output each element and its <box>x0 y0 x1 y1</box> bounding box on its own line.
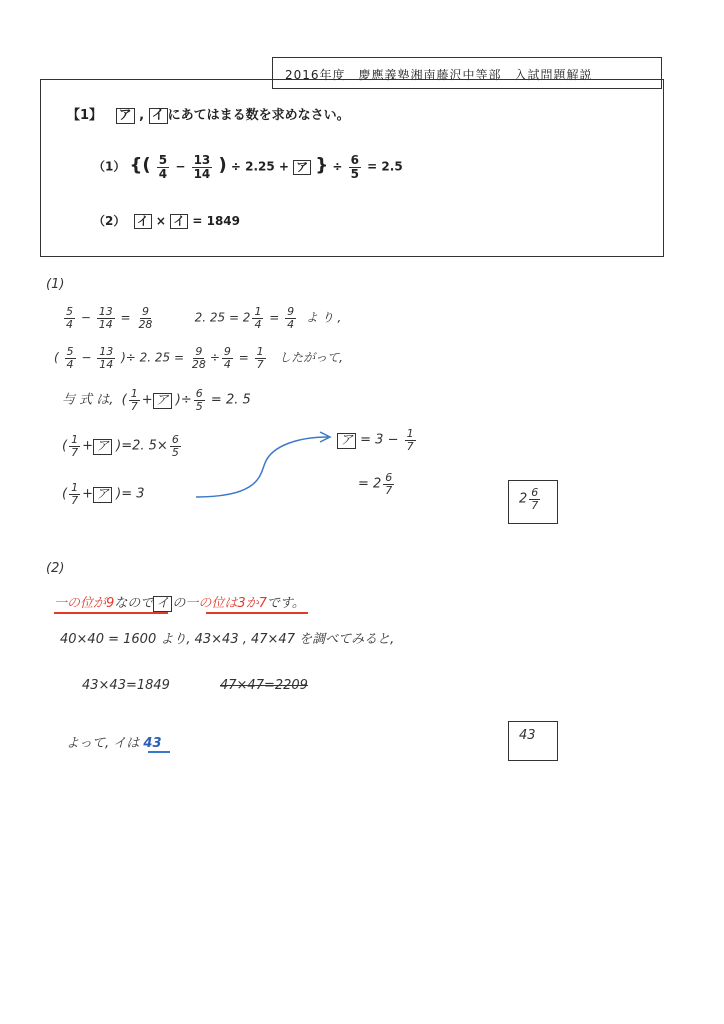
answer-box-2 <box>508 721 558 761</box>
box-a: ア <box>293 160 311 175</box>
solution-1-line-4: ( $\frac{1}{7}$ + ア )=2. 5× $\frac{6}{5}$ <box>62 433 179 459</box>
fraction-5-4: $\frac{5}{4}$ <box>158 153 168 181</box>
solution-2-label: (2) <box>46 561 65 576</box>
box-i: イ <box>170 214 188 229</box>
fraction-6-5: $\frac{6}{5}$ <box>350 153 359 181</box>
answer-1: 2 $\frac{6}{7}$ <box>519 486 539 512</box>
blue-underline <box>148 751 170 753</box>
question-2: （2） イ × イ = 1849 <box>93 214 241 228</box>
red-underline <box>54 612 168 614</box>
arrow-icon <box>190 425 340 505</box>
calc-43: 43×43=1849 <box>82 678 170 693</box>
box-i: イ <box>134 214 152 229</box>
q1-number: （1） <box>93 159 126 174</box>
answer-2: 43 <box>519 728 536 743</box>
document-title: 2016年度 慶應義塾湘南藤沢中等部 入試問題解説 <box>272 57 662 89</box>
q2-number: （2） <box>93 214 126 228</box>
solution-2-conclusion: よって, イは 43 <box>66 736 162 751</box>
solution-2-hint: 一の位が9なので イ の一の位は3か7です。 <box>54 596 305 611</box>
calc-47-struck: 47×47=2209 <box>220 678 308 693</box>
solution-1-line-3: 与 式 は, ( $\frac{1}{7}$ + ア )÷ $\frac{6}{5}$ = 2. 5 <box>62 387 251 413</box>
problem-label: 【1】 <box>67 108 103 123</box>
instruction-text: にあてはまる数を求めなさい。 <box>167 108 350 123</box>
conclusion-answer: 43 <box>143 736 162 751</box>
solution-1-right-1: ア = 3 − $\frac{1}{7}$ <box>337 428 418 452</box>
hint-highlight-2: 一の位は3か7 <box>185 596 267 611</box>
box-i: イ <box>149 108 168 124</box>
solution-1-line-5: ( $\frac{1}{7}$ + ア )= 3 <box>62 481 145 507</box>
answer-box-1 <box>508 480 558 524</box>
solution-1-right-2: = 2 $\frac{6}{7}$ <box>358 471 393 497</box>
red-underline <box>206 612 308 614</box>
question-1: （1） {( $\frac{5}{4}$ − $\frac{13}{14}$ ) ÷ 2.25 + ア } ÷ $\frac{6}{5}$ = 2.5 <box>93 153 403 181</box>
solution-1-label: (1) <box>46 277 65 292</box>
solution-2-line-2: 40×40 = 1600 より, 43×43 , 47×47 を調べてみると, <box>60 632 395 647</box>
box-a: ア <box>116 108 135 124</box>
problem-statement: 【1】 ア , イ にあてはまる数を求めなさい。 <box>67 108 350 123</box>
hint-highlight-1: 一の位が9 <box>54 596 115 611</box>
problem-box <box>40 79 664 257</box>
solution-1-line-1: $\frac{5}{4}$ − $\frac{13}{14}$ = $\frac{9}{28}$ 2. 25 = 2 $\frac{1}{4}$ = $\frac{9}{4}$ よ り , <box>66 305 342 331</box>
solution-1-line-2: ( $\frac{5}{4}$ − $\frac{13}{14}$ )÷ 2. 25 = $\frac{9}{28}$ ÷ $\frac{9}{4}$ = $\frac{1}{7}$ したがって, <box>54 345 343 371</box>
fraction-13-14: $\frac{13}{14}$ <box>193 153 211 181</box>
